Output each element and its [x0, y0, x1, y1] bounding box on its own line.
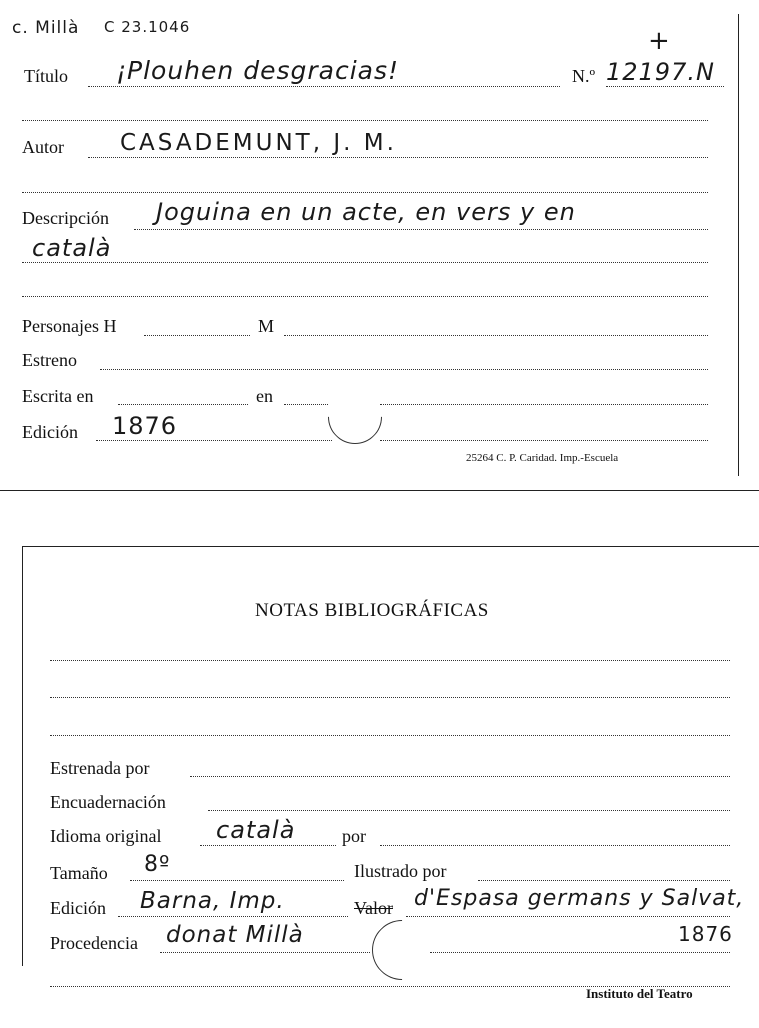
notas-line-2 — [50, 697, 730, 698]
escrita-en-line — [284, 404, 328, 405]
personajes-m-label: M — [258, 316, 275, 336]
descripcion-line-3 — [22, 296, 708, 297]
punch-hole-top — [317, 379, 393, 455]
tamano-line — [130, 880, 344, 881]
footer-institution: Instituto del Teatro — [586, 986, 693, 1001]
numero-value: 12197.N — [606, 58, 715, 86]
notas-heading: NOTAS BIBLIOGRÁFICAS — [255, 600, 489, 621]
tamano-value: 8º — [144, 852, 171, 877]
corner-note-left: c. Millà — [12, 18, 80, 38]
top-card-right-border — [738, 14, 739, 476]
estreno-label: Estreno — [22, 350, 77, 370]
autor-value: CASADEMUNT, J. M. — [120, 130, 397, 156]
bottom-card-left-border — [22, 546, 23, 966]
edicion-line-2 — [380, 440, 708, 441]
titulo-value: ¡Plouhen desgracias! — [116, 56, 400, 85]
ilustrado-label: Ilustrado por — [354, 861, 447, 881]
procedencia-line-2 — [430, 952, 730, 953]
estrenada-label: Estrenada por — [50, 758, 150, 778]
autor-line — [88, 157, 708, 158]
titulo-line — [88, 86, 560, 87]
idioma-por-line — [380, 845, 730, 846]
titulo-extra-line — [22, 120, 708, 121]
procedencia-label: Procedencia — [50, 933, 138, 953]
edicion-bottom-value-left: Barna, Imp. — [140, 888, 285, 914]
idioma-label: Idioma original — [50, 826, 162, 846]
autor-extra-line — [22, 192, 708, 193]
corner-note-right: C 23.1046 — [104, 18, 191, 36]
descripcion-line-1 — [134, 229, 708, 230]
edicion-bottom-line — [118, 916, 348, 917]
procedencia-line — [160, 952, 370, 953]
idioma-value: català — [216, 816, 296, 844]
idioma-por-label: por — [342, 826, 366, 846]
cross-mark: + — [648, 26, 671, 56]
edicion-bottom-year: 1876 — [678, 922, 733, 946]
escrita-line — [118, 404, 248, 405]
autor-label: Autor — [22, 137, 64, 157]
valor-line — [406, 916, 730, 917]
estreno-line — [100, 369, 708, 370]
edicion-bottom-value-right: d'Espasa germans y Salvat, — [414, 886, 745, 911]
printer-imprint: 25264 C. P. Caridad. Imp.-Escuela — [466, 452, 619, 464]
edicion-bottom-label: Edición — [50, 898, 106, 918]
escrita-en-label: en — [256, 386, 273, 406]
top-card-separator — [0, 490, 759, 491]
numero-label: N.º — [572, 66, 596, 86]
estrenada-line — [190, 776, 730, 777]
descripcion-value-2: català — [32, 234, 112, 262]
personajes-m-line — [284, 335, 708, 336]
personajes-label: Personajes H — [22, 316, 117, 336]
edicion-value: 1876 — [112, 412, 178, 440]
punch-hole-bottom — [360, 908, 445, 993]
edicion-line — [96, 440, 332, 441]
titulo-label: Título — [24, 66, 68, 86]
encuadernacion-line — [208, 810, 730, 811]
encuadernacion-label: Encuadernación — [50, 792, 166, 812]
descripcion-label: Descripción — [22, 208, 109, 228]
ilustrado-line — [478, 880, 730, 881]
notas-line-1 — [50, 660, 730, 661]
tamano-label: Tamaño — [50, 863, 108, 883]
escrita-label: Escrita en — [22, 386, 94, 406]
numero-line — [606, 86, 724, 87]
descripcion-line-2 — [22, 262, 708, 263]
notas-line-3 — [50, 735, 730, 736]
procedencia-value: donat Millà — [166, 922, 304, 948]
idioma-line — [200, 845, 336, 846]
descripcion-value-1: Joguina en un acte, en vers y en — [156, 198, 576, 226]
personajes-h-line — [144, 335, 250, 336]
valor-label: Valor — [354, 898, 393, 918]
escrita-en-line-2 — [380, 404, 708, 405]
bottom-card-top-border — [22, 546, 759, 547]
edicion-label: Edición — [22, 422, 78, 442]
